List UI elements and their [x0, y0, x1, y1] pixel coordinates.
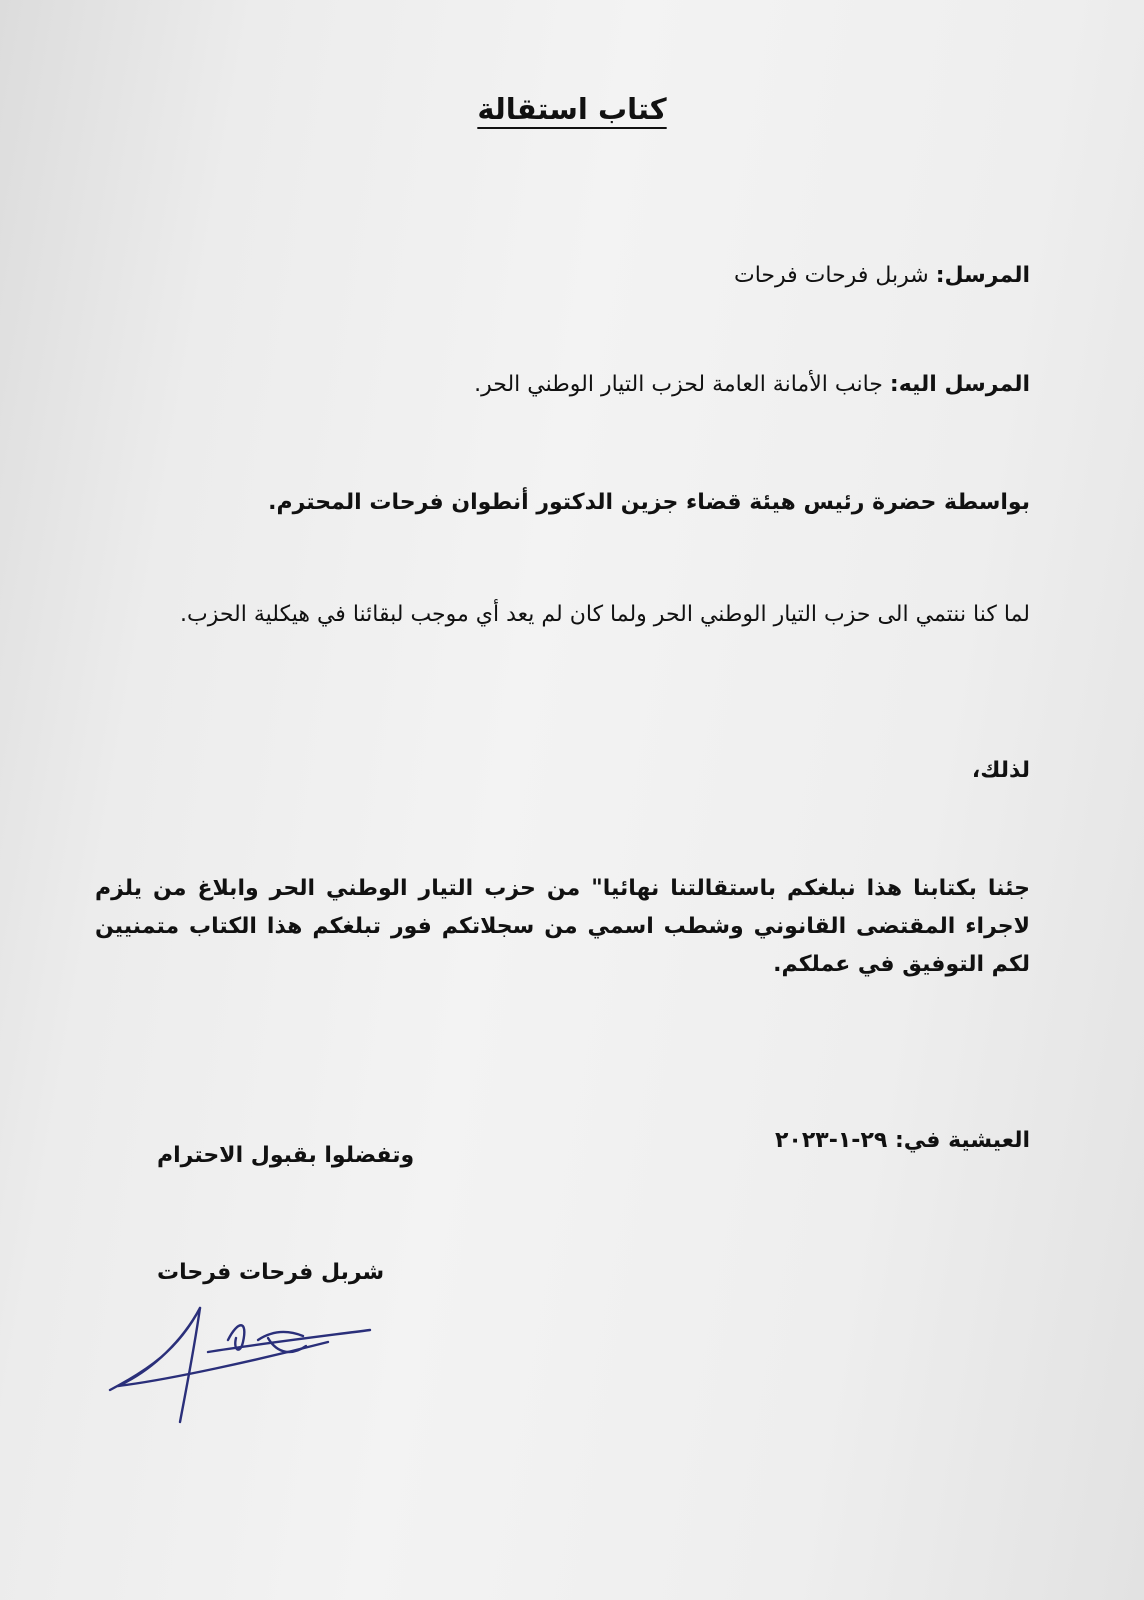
signatory-name: شربل فرحات فرحات — [157, 1260, 385, 1285]
place-date-label: العيشية في: — [894, 1128, 1030, 1153]
letter-title: كتاب استقالة — [477, 92, 667, 126]
sender-value: شربل فرحات فرحات — [734, 263, 929, 288]
place-date-line — [775, 1128, 1030, 1153]
recipient-value: جانب الأمانة العامة لحزب التيار الوطني الحر. — [474, 372, 883, 397]
recipient-line — [474, 372, 1030, 397]
sender-line — [734, 263, 1030, 288]
body-paragraph: جئنا بكتابنا هذا نبلغكم باستقالتنا نهائيا" من حزب التيار الوطني الحر وابلاغ من يلزم لاجراء المقتضى القانوني وشطب اسمي من سجلاتكم فور تبلغكم هذا الكتاب متمنيين لكم التوفيق في عملكم. — [95, 876, 1030, 977]
signature-icon — [108, 1300, 388, 1430]
sender-label: المرسل: — [935, 263, 1030, 288]
closing-line: وتفضلوا بقبول الاحترام — [157, 1143, 415, 1168]
preamble-paragraph: لما كنا ننتمي الى حزب التيار الوطني الحر ولما كان لم يعد أي موجب لبقائنا في هيكلية الحزب. — [180, 602, 1030, 627]
therefore-line: لذلك، — [971, 758, 1030, 783]
place-date-value: ٢٩-١-٢٠٢٣ — [775, 1128, 888, 1153]
recipient-label: المرسل اليه: — [889, 372, 1030, 397]
via-line: بواسطة حضرة رئيس هيئة قضاء جزين الدكتور أنطوان فرحات المحترم. — [268, 490, 1030, 515]
